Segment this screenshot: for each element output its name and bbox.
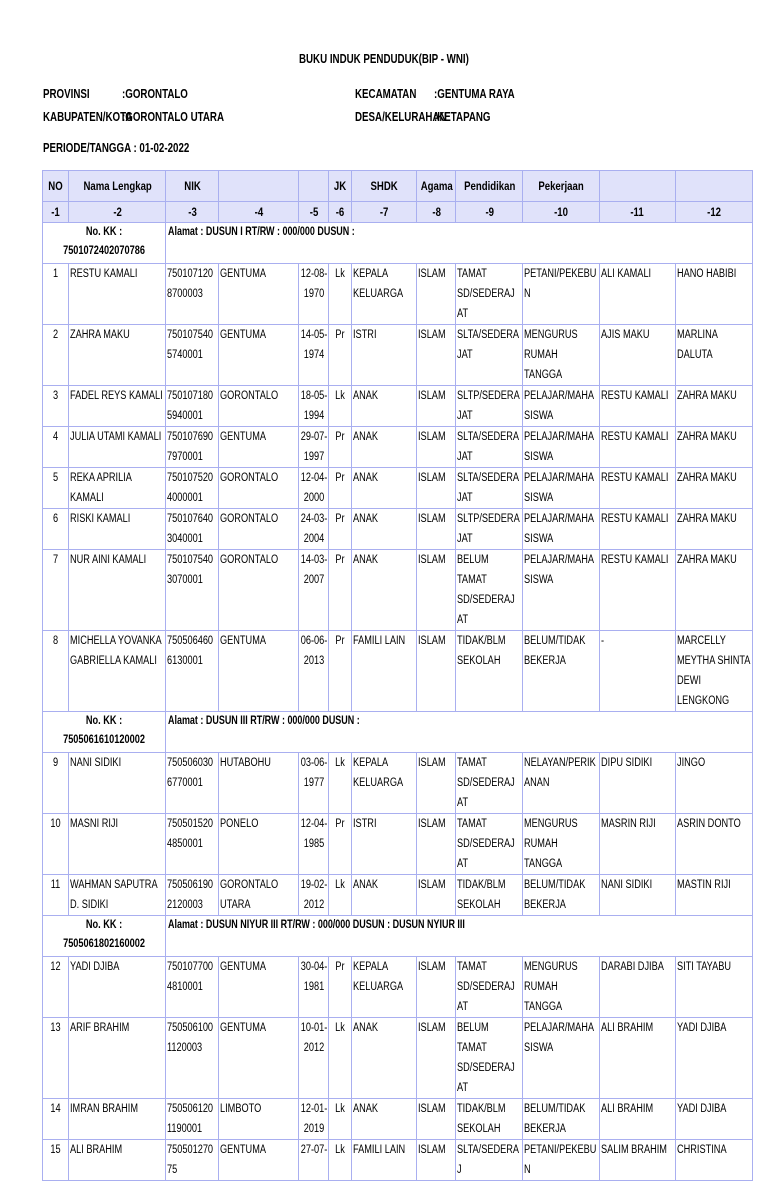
cell-nama-ayah: - [599,631,676,712]
cell-shdk: ANAK [351,1099,417,1140]
cell-row-no: 2 [43,325,69,386]
cell-jenis-kelamin: Pr [329,325,351,386]
cell-jenis-kelamin: Pr [329,468,351,509]
cell-tempat-lahir: PONELO [219,814,299,875]
cell-jenis-kelamin: Pr [329,631,351,712]
penduduk-table [42,170,753,1181]
family-address: Alamat : DUSUN I RT/RW : 000/000 DUSUN : [166,223,753,264]
col-header-11 [599,171,676,202]
table-row [43,1140,753,1181]
cell-agama: ISLAM [417,509,456,550]
kk-value: 7505061610120002 [63,734,145,746]
cell-nama-lengkap: ARIF BRAHIM [69,1018,166,1099]
cell-tanggal-lahir: 29-07-1997 [299,427,329,468]
cell-jenis-kelamin: Lk [329,875,351,916]
cell-pendidikan: TIDAK/BLM SEKOLAH [456,631,523,712]
kk-label: No. KK : [85,715,123,727]
table-row [43,386,753,427]
kk-number [43,223,166,264]
cell-nik: 7505015204850001 [166,814,219,875]
cell-tanggal-lahir: 18-05-1994 [299,386,329,427]
cell-nik: 7501075403070001 [166,550,219,631]
col-header-nik: NIK [166,171,219,202]
family-header-row [43,223,753,264]
cell-agama: ISLAM [417,753,456,814]
cell-nama-ayah: MASRIN RIJI [599,814,676,875]
col-number: -10 [523,202,600,223]
column-number-row [43,202,753,223]
cell-tempat-lahir: GENTUMA [219,1018,299,1099]
col-header-nama: Nama Lengkap [69,171,166,202]
cell-tempat-lahir: HUTABOHU [219,753,299,814]
col-number: -6 [329,202,351,223]
col-number: -8 [417,202,456,223]
cell-shdk: ANAK [351,509,417,550]
cell-pendidikan: BELUM TAMAT SD/SEDERAJAT [456,550,523,631]
cell-agama: ISLAM [417,814,456,875]
cell-pekerjaan: PETANI/PEKEBUN [523,264,600,325]
cell-pekerjaan: MENGURUS RUMAH TANGGA [523,325,600,386]
cell-pekerjaan: PELAJAR/MAHASISWA [523,1018,600,1099]
cell-jenis-kelamin: Lk [329,386,351,427]
cell-nama-ibu: ASRIN DONTO [676,814,753,875]
table-row [43,427,753,468]
cell-row-no: 13 [43,1018,69,1099]
cell-shdk: ANAK [351,427,417,468]
cell-pekerjaan: NELAYAN/PERIKANAN [523,753,600,814]
cell-pendidikan: TAMAT SD/SEDERAJAT [456,814,523,875]
cell-nama-ayah: RESTU KAMALI [599,509,676,550]
cell-nama-lengkap: NUR AINI KAMALI [69,550,166,631]
col-number: -4 [219,202,299,223]
cell-tempat-lahir: GENTUMA [219,427,299,468]
cell-pendidikan: BELUM TAMAT SD/SEDERAJAT [456,1018,523,1099]
cell-pekerjaan: PELAJAR/MAHASISWA [523,509,600,550]
cell-row-no: 11 [43,875,69,916]
cell-row-no: 14 [43,1099,69,1140]
cell-nik: 7501075405740001 [166,325,219,386]
cell-nama-ayah: ALI KAMALI [599,264,676,325]
cell-tempat-lahir: GORONTALO [219,468,299,509]
cell-nama-lengkap: NANI SIDIKI [69,753,166,814]
table-row [43,1099,753,1140]
cell-row-no: 3 [43,386,69,427]
cell-tanggal-lahir: 30-04-1981 [299,957,329,1018]
kk-label: No. KK : [85,919,123,931]
cell-tempat-lahir: GORONTALO [219,550,299,631]
cell-row-no: 8 [43,631,69,712]
document-title: BUKU INDUK PENDUDUK(BIP - WNI) [299,52,469,66]
cell-pekerjaan: PELAJAR/MAHASISWA [523,427,600,468]
cell-pekerjaan: PELAJAR/MAHASISWA [523,386,600,427]
cell-tanggal-lahir: 12-04-2000 [299,468,329,509]
cell-pekerjaan: BELUM/TIDAK BEKERJA [523,631,600,712]
cell-nama-ayah: DARABI DJIBA [599,957,676,1018]
cell-shdk: FAMILI LAIN [351,1140,417,1181]
kecamatan-label: KECAMATAN [355,87,417,101]
family-header-row [43,712,753,753]
table-row [43,550,753,631]
cell-nama-ibu: MASTIN RIJI [676,875,753,916]
cell-pendidikan: TAMAT SD/SEDERAJAT [456,753,523,814]
cell-tempat-lahir: GORONTALO UTARA [219,875,299,916]
cell-pekerjaan: PETANI/PEKEBUN [523,1140,600,1181]
desa-value: :KETAPANG [434,110,491,124]
cell-nama-ibu: ZAHRA MAKU [676,427,753,468]
cell-nama-lengkap: FADEL REYS KAMALI [69,386,166,427]
kk-value: 7501072402070786 [63,245,145,257]
cell-pendidikan: SLTP/SEDERAJAT [456,386,523,427]
cell-shdk: ANAK [351,386,417,427]
cell-nama-lengkap: RESTU KAMALI [69,264,166,325]
cell-row-no: 1 [43,264,69,325]
cell-agama: ISLAM [417,875,456,916]
cell-nik: 7505061902120003 [166,875,219,916]
cell-nama-ibu: CHRISTINA [676,1140,753,1181]
family-address: Alamat : DUSUN NIYUR III RT/RW : 000/000 DUSUN : DUSUN NYIUR III [166,916,753,957]
cell-shdk: KEPALA KELUARGA [351,264,417,325]
cell-nama-ayah: DIPU SIDIKI [599,753,676,814]
cell-jenis-kelamin: Pr [329,814,351,875]
cell-tanggal-lahir: 12-08-1970 [299,264,329,325]
cell-shdk: KEPALA KELUARGA [351,753,417,814]
cell-row-no: 15 [43,1140,69,1181]
cell-row-no: 7 [43,550,69,631]
cell-tanggal-lahir: 24-03-2004 [299,509,329,550]
cell-shdk: FAMILI LAIN [351,631,417,712]
cell-row-no: 12 [43,957,69,1018]
cell-pekerjaan: MENGURUS RUMAH TANGGA [523,957,600,1018]
cell-nama-lengkap: WAHMAN SAPUTRA D. SIDIKI [69,875,166,916]
cell-nik: 7501071805940001 [166,386,219,427]
cell-tempat-lahir: GENTUMA [219,957,299,1018]
cell-nama-lengkap: REKA APRILIA KAMALI [69,468,166,509]
cell-nama-lengkap: RISKI KAMALI [69,509,166,550]
cell-tempat-lahir: GENTUMA [219,631,299,712]
cell-tempat-lahir: LIMBOTO [219,1099,299,1140]
cell-nama-ibu: ZAHRA MAKU [676,468,753,509]
cell-tempat-lahir: GORONTALO [219,509,299,550]
cell-nama-ayah: AJIS MAKU [599,325,676,386]
cell-nama-lengkap: IMRAN BRAHIM [69,1099,166,1140]
cell-pendidikan: SLTP/SEDERAJAT [456,509,523,550]
col-number: -5 [299,202,329,223]
cell-jenis-kelamin: Lk [329,1018,351,1099]
cell-agama: ISLAM [417,631,456,712]
col-header-pekerjaan: Pekerjaan [523,171,600,202]
cell-jenis-kelamin: Pr [329,509,351,550]
cell-nik: 7505061001120003 [166,1018,219,1099]
cell-tempat-lahir: GENTUMA [219,325,299,386]
cell-tempat-lahir: GENTUMA [219,264,299,325]
cell-nama-lengkap: ZAHRA MAKU [69,325,166,386]
cell-pendidikan: TIDAK/BLM SEKOLAH [456,1099,523,1140]
cell-nik: 7501077004810001 [166,957,219,1018]
cell-tanggal-lahir: 14-05-1974 [299,325,329,386]
cell-pekerjaan: MENGURUS RUMAH TANGGA [523,814,600,875]
cell-tanggal-lahir: 19-02-2012 [299,875,329,916]
col-number: -12 [676,202,753,223]
kabupaten-value: :GORONTALO UTARA [122,110,225,124]
cell-agama: ISLAM [417,427,456,468]
cell-agama: ISLAM [417,386,456,427]
cell-pendidikan: SLTA/SEDERAJAT [456,427,523,468]
table-row [43,814,753,875]
family-header-row [43,916,753,957]
periode: PERIODE/TANGGA : 01-02-2022 [43,141,190,155]
cell-pekerjaan: PELAJAR/MAHASISWA [523,550,600,631]
family-address: Alamat : DUSUN III RT/RW : 000/000 DUSUN : [166,712,753,753]
col-number: -1 [43,202,69,223]
cell-tanggal-lahir: 12-04-1985 [299,814,329,875]
cell-agama: ISLAM [417,1140,456,1181]
table-row [43,875,753,916]
cell-jenis-kelamin: Lk [329,1140,351,1181]
cell-pekerjaan: BELUM/TIDAK BEKERJA [523,1099,600,1140]
kk-label: No. KK : [85,226,123,238]
cell-pekerjaan: PELAJAR/MAHASISWA [523,468,600,509]
cell-nama-ibu: MARCELLY MEYTHA SHINTA DEWI LENGKONG [676,631,753,712]
table-row [43,264,753,325]
cell-pendidikan: TAMAT SD/SEDERAJAT [456,264,523,325]
cell-shdk: ISTRI [351,814,417,875]
cell-nama-lengkap: MICHELLA YOVANKA GABRIELLA KAMALI [69,631,166,712]
table-row [43,509,753,550]
table-row [43,1018,753,1099]
cell-pendidikan: TAMAT SD/SEDERAJAT [456,957,523,1018]
cell-pendidikan: TIDAK/BLM SEKOLAH [456,875,523,916]
cell-nama-ayah: RESTU KAMALI [599,427,676,468]
cell-agama: ISLAM [417,550,456,631]
cell-nama-lengkap: YADI DJIBA [69,957,166,1018]
cell-nama-ibu: YADI DJIBA [676,1099,753,1140]
kabupaten-label: KABUPATEN/KOTA [43,110,133,124]
cell-nama-lengkap: MASNI RIJI [69,814,166,875]
cell-nama-ibu: ZAHRA MAKU [676,550,753,631]
cell-nik: 7501076403040001 [166,509,219,550]
cell-nama-ayah: RESTU KAMALI [599,386,676,427]
cell-tanggal-lahir: 06-06-2013 [299,631,329,712]
cell-shdk: ANAK [351,550,417,631]
provinsi-value: :GORONTALO [122,87,188,101]
cell-tempat-lahir: GORONTALO [219,386,299,427]
table-header-row [43,171,753,202]
cell-nama-ayah: ALI BRAHIM [599,1099,676,1140]
cell-row-no: 10 [43,814,69,875]
cell-row-no: 9 [43,753,69,814]
cell-pekerjaan: BELUM/TIDAK BEKERJA [523,875,600,916]
cell-nama-ibu: SITI TAYABU [676,957,753,1018]
col-number: -2 [69,202,166,223]
cell-nik: 7505064606130001 [166,631,219,712]
cell-tanggal-lahir: 27-07- [299,1140,329,1181]
cell-nama-ayah: ALI BRAHIM [599,1018,676,1099]
cell-nik: 7505060306770001 [166,753,219,814]
cell-nama-ayah: RESTU KAMALI [599,550,676,631]
cell-jenis-kelamin: Lk [329,1099,351,1140]
cell-agama: ISLAM [417,468,456,509]
kecamatan-value: :GENTUMA RAYA [434,87,515,101]
cell-pendidikan: SLTA/SEDERAJAT [456,468,523,509]
col-number: -11 [599,202,676,223]
cell-nama-lengkap: JULIA UTAMI KAMALI [69,427,166,468]
table-row [43,957,753,1018]
cell-nama-lengkap: ALI BRAHIM [69,1140,166,1181]
cell-tanggal-lahir: 03-06-1977 [299,753,329,814]
cell-nik: 7501076907970001 [166,427,219,468]
cell-tanggal-lahir: 10-01-2012 [299,1018,329,1099]
cell-nik: 7505061201190001 [166,1099,219,1140]
col-header-12 [676,171,753,202]
table-row [43,468,753,509]
cell-shdk: ANAK [351,468,417,509]
desa-label: DESA/KELURAHAN [355,110,447,124]
table-row [43,753,753,814]
table-row [43,325,753,386]
cell-row-no: 5 [43,468,69,509]
col-header-shdk: SHDK [351,171,417,202]
col-header-pendidikan: Pendidikan [456,171,523,202]
cell-row-no: 4 [43,427,69,468]
cell-nama-ayah: NANI SIDIKI [599,875,676,916]
cell-shdk: ANAK [351,1018,417,1099]
cell-tanggal-lahir: 12-01-2019 [299,1099,329,1140]
cell-nama-ibu: HANO HABIBI [676,264,753,325]
cell-agama: ISLAM [417,1018,456,1099]
cell-shdk: ANAK [351,875,417,916]
cell-pendidikan: SLTA/SEDERAJ [456,1140,523,1181]
cell-agama: ISLAM [417,264,456,325]
col-header-4 [219,171,299,202]
cell-pendidikan: SLTA/SEDERAJAT [456,325,523,386]
cell-nama-ibu: MARLINA DALUTA [676,325,753,386]
col-header-jk: JK [329,171,351,202]
col-header-agama: Agama [417,171,456,202]
cell-nik: 75050127075 [166,1140,219,1181]
cell-jenis-kelamin: Pr [329,427,351,468]
col-number: -3 [166,202,219,223]
cell-tanggal-lahir: 14-03-2007 [299,550,329,631]
kk-number [43,916,166,957]
kk-number [43,712,166,753]
cell-nik: 7501071208700003 [166,264,219,325]
cell-nama-ayah: SALIM BRAHIM [599,1140,676,1181]
cell-tempat-lahir: GENTUMA [219,1140,299,1181]
col-header-no: NO [43,171,69,202]
col-number: -9 [456,202,523,223]
cell-jenis-kelamin: Pr [329,550,351,631]
cell-nama-ibu: JINGO [676,753,753,814]
cell-nama-ibu: YADI DJIBA [676,1018,753,1099]
cell-jenis-kelamin: Pr [329,957,351,1018]
kk-value: 7505061802160002 [63,938,145,950]
cell-agama: ISLAM [417,957,456,1018]
col-number: -7 [351,202,417,223]
cell-agama: ISLAM [417,325,456,386]
table-row [43,631,753,712]
cell-nama-ibu: ZAHRA MAKU [676,386,753,427]
cell-jenis-kelamin: Lk [329,753,351,814]
col-header-5 [299,171,329,202]
cell-shdk: ISTRI [351,325,417,386]
cell-nama-ibu: ZAHRA MAKU [676,509,753,550]
cell-nik: 7501075204000001 [166,468,219,509]
cell-agama: ISLAM [417,1099,456,1140]
cell-shdk: KEPALA KELUARGA [351,957,417,1018]
cell-row-no: 6 [43,509,69,550]
provinsi-label: PROVINSI [43,87,90,101]
cell-jenis-kelamin: Lk [329,264,351,325]
cell-nama-ayah: RESTU KAMALI [599,468,676,509]
